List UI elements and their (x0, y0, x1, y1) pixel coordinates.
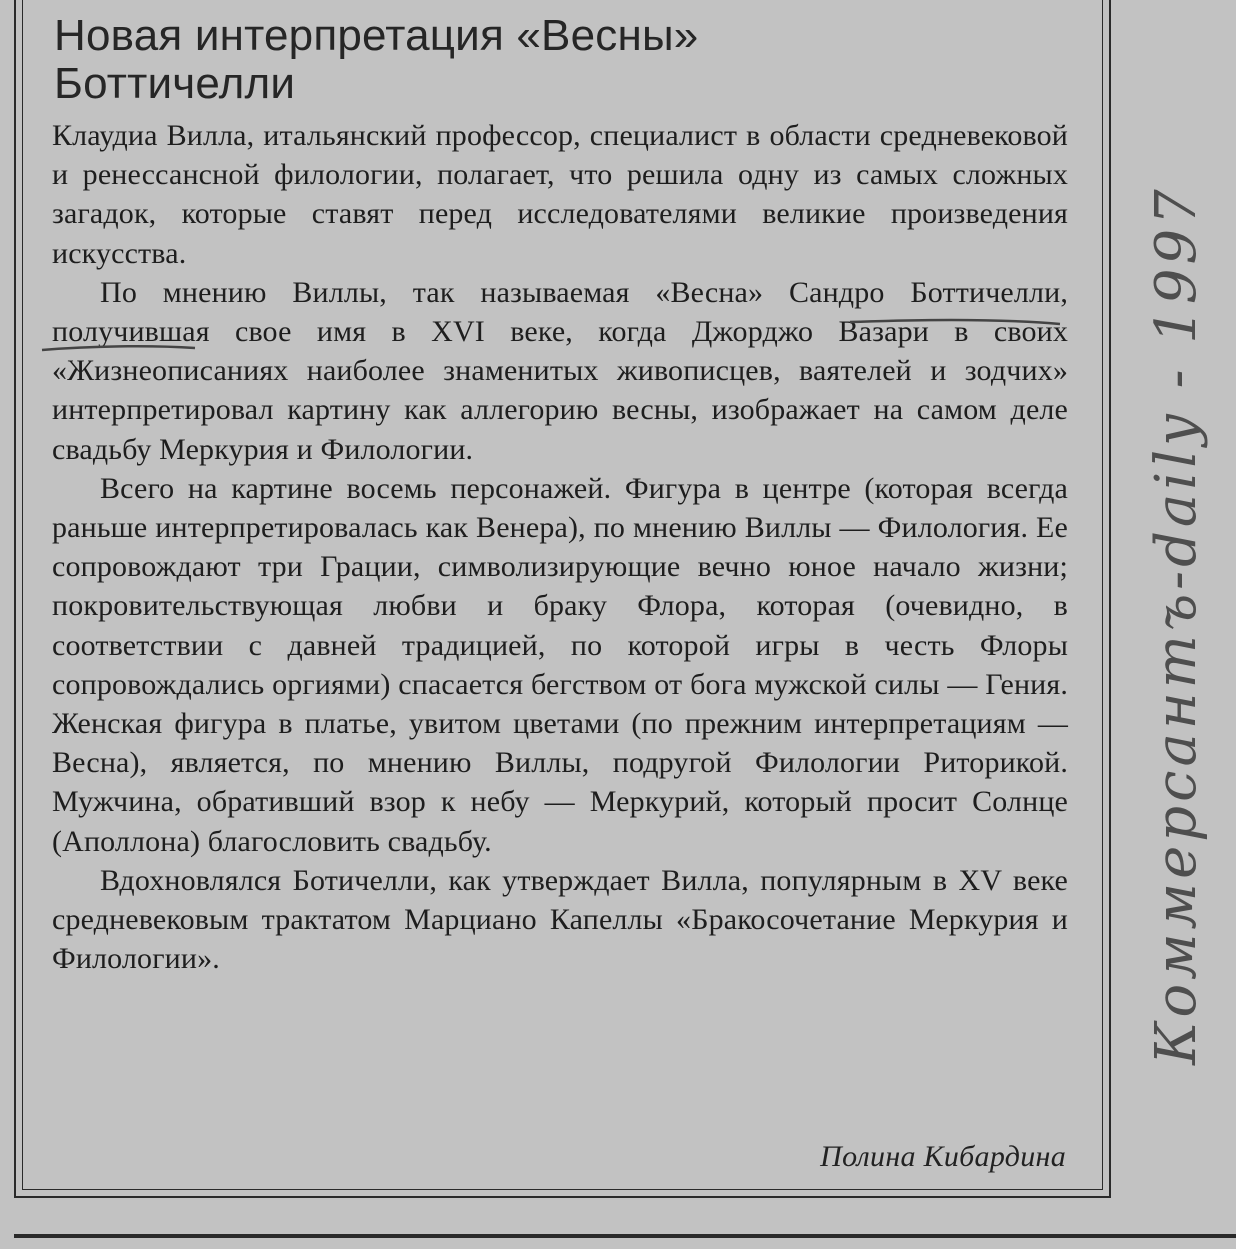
paragraph-2: По мнению Виллы, так называемая «Весна» Сандро Боттичелли, получившая свое имя в XVI веке, когда Джорджо Вазари в своих «Жизнеописаниях наиболее знаменитых живописцев, ваятелей и зодчих» интерпретировал картину как аллегорию весны, изображает на самом деле свадьбу Меркурия и Филологии. (52, 275, 1068, 466)
bottom-rule-line (14, 1234, 1236, 1238)
headline-line-1: Новая интерпретация «Весны» (54, 11, 699, 60)
headline-line-2: Боттичелли (54, 59, 296, 108)
article (52, 12, 1068, 978)
article-headline (54, 12, 1068, 108)
handwritten-annotation (1118, 20, 1236, 1230)
article-byline: Полина Кибардина (820, 1140, 1066, 1173)
article-body (52, 116, 1068, 978)
paragraph-4: Вдохновлялся Ботичелли, как утверждает Вилла, популярным в XV веке средневековым трактатом Марциано Капеллы «Бракосочетание Меркурия и Филологии». (52, 863, 1068, 976)
paragraph-3: Всего на картине восемь персонажей. Фигура в центре (которая всегда раньше интерпретировалась как Венера), по мнению Виллы — Филология. Ее сопровождают три Грации, символизирующие вечно юное начало жизни; покровительствующая любви и браку Флора, которая (очевидно, в соответствии с давней традицией, по которой игры в честь Флоры сопровождались оргиями) спасается бегством от бога мужской силы — Гения. Женская фигура в платье, увитом цветами (по прежним интерпретациям — Весна), является, по мнению Виллы, подругой Филологии Риторикой. Мужчина, обративший взор к небу — Меркурий, который просит Солнце (Аполлона) благословить свадьбу. (52, 471, 1068, 858)
handwritten-source-note: Коммерсантъ-daily - 1997 (1144, 185, 1209, 1065)
paragraph-1: Клаудиа Вилла, итальянский профессор, специалист в области средневековой и ренессансной филологии, полагает, что решила одну из самых сложных загадок, которые ставят перед исследователями великие произведения искусства. (52, 119, 1068, 270)
